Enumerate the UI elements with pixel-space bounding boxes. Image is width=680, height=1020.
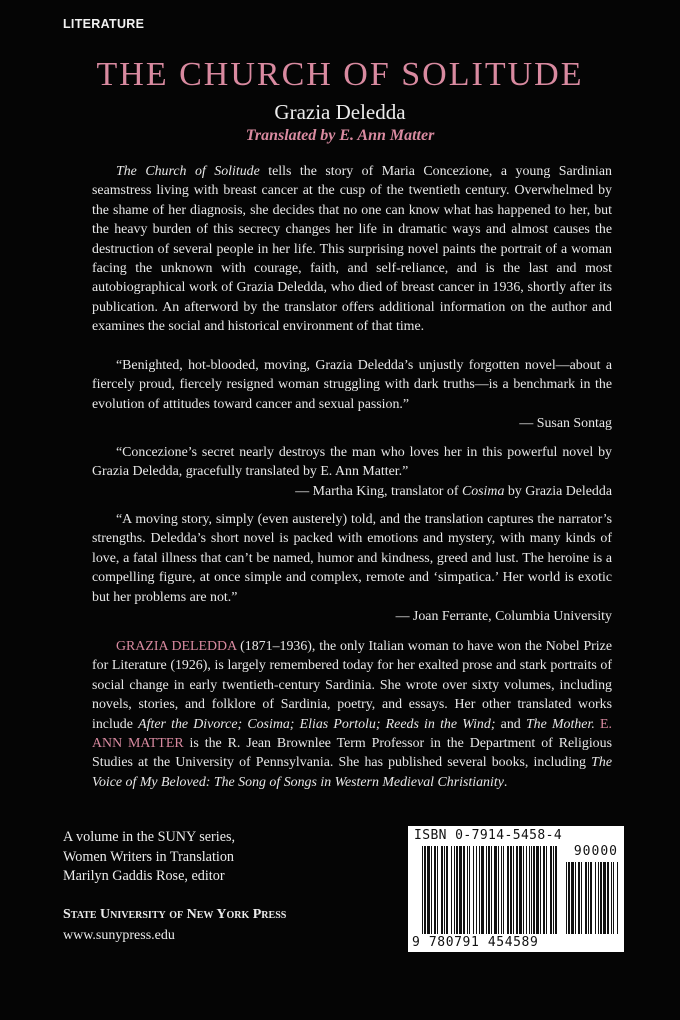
barcode-stripe [454, 846, 455, 934]
barcode-stripe [600, 862, 602, 934]
quote-king [92, 443, 612, 501]
barcode-stripe [531, 846, 532, 934]
barcode-stripe [529, 846, 530, 934]
barcode-stripe [444, 846, 445, 934]
barcode-stripe [595, 862, 596, 934]
barcode-stripe [611, 862, 612, 934]
barcode-stripe [513, 846, 514, 934]
barcode-stripe [555, 846, 557, 934]
barcode-stripe [481, 846, 484, 934]
quote-text: “Benighted, hot-blooded, moving, Grazia Deledda’s unjustly forgotten novel—about a fiercely proud, fiercely resigned woman struggling with dark truths—is a benchmark in the evolution of attitudes toward cancer and sexual passion.” [92, 358, 612, 412]
barcode-stripe [607, 862, 609, 934]
publisher-website: www.sunypress.edu [63, 928, 175, 943]
barcode-stripe [598, 862, 599, 934]
author-bio: GRAZIA DELEDDA (1871–1936), the only Italian woman to have won the Nobel Prize for Literature (1926), is largely remembered today for her exalted prose and stark portraits of social change in early twentieth-century Sardinia. She wrote over sixty volumes, including novels, stories, and folklore of Sardinia, poetry, and essays. Her other translated works include After the Divorce; Cosima; Elias Portolu; Reeds in the Wind; and The Mother. E. ANN MATTER is the R. Jean Brownlee Term Professor in the Department of Religious Studies at the University of Pennsylvania. She has published several books, including The Voice of My Beloved: The Song of Songs in Western Medieval Christianity. [92, 639, 612, 790]
barcode-stripe [479, 846, 480, 934]
barcode-stripe [540, 846, 541, 934]
translator-credit: Translated by E. Ann Matter [245, 127, 435, 144]
barcode-stripe [516, 846, 518, 934]
barcode-stripe [590, 862, 592, 934]
barcode-stripe [451, 846, 452, 934]
quote-ferrante [92, 510, 612, 626]
barcode-stripe [473, 846, 474, 934]
barcode-stripe [546, 846, 547, 934]
bio-name-matter: E. ANN MATTER [92, 716, 612, 752]
barcode-stripe [486, 846, 487, 934]
barcode-stripe [510, 846, 512, 934]
barcode-stripe [566, 862, 567, 934]
isbn-barcode [408, 826, 624, 952]
barcode-stripe [578, 862, 580, 934]
barcode-stripe [526, 846, 527, 934]
price-code: 90000 [573, 844, 618, 859]
barcode-stripe [427, 846, 430, 934]
barcode-stripe [536, 846, 539, 934]
barcode-stripe [437, 846, 438, 934]
barcode-stripe [488, 846, 490, 934]
barcode-stripe [503, 846, 504, 934]
series-info: A volume in the SUNY series, Women Writers in Translation Marilyn Gaddis Rose, editor [63, 829, 236, 884]
barcode-stripe [571, 862, 574, 934]
barcode-stripe [533, 846, 535, 934]
barcode-stripe [422, 846, 423, 934]
quote-text: “A moving story, simply (even austerely) told, and the translation captures the narrator’s strengths. Deledda’s short novel is packed with emotions and mystery, with many kinds of love, a fatal illness that can’t be named, humor and kindness, greed and lust. The heroine is a compelling figure, at once simple and complex, remote and ‘simpatica.’ Her world is exotic but her problems are not.” [92, 512, 612, 605]
author-name: Grazia Deledda [274, 100, 406, 124]
description-paragraph [92, 162, 612, 337]
barcode-stripe [568, 862, 570, 934]
barcode-stripe [469, 846, 470, 934]
quote-sontag [92, 356, 612, 434]
barcode-stripe [476, 846, 477, 934]
barcode-stripe [523, 846, 524, 934]
barcode-stripe [553, 846, 554, 934]
barcode-stripe [434, 846, 436, 934]
barcode-stripe [617, 862, 618, 934]
description-text: tells the story of Maria Concezione, a young Sardinian seamstress living with breast cancer at the cusp of the twentieth century. Overwhelmed by the shame of her diagnosis, she decides that no one can know what has happened to her, but the heavy burden of this secrecy changes her life in dramatic ways and almost causes the destruction of several people in her life. This surprising novel paints the portrait of a woman facing the unknown with courage, faith, and self-reliance, and is the last and most autobiographical work of Grazia Deledda, who died of breast cancer in 1936, shortly after its publication. An afterword by the translator offers additional information on the author and examines the social and historical environment of that time. [92, 164, 612, 335]
category-label: LITERATURE [63, 17, 145, 31]
ean-digits: 9 780791 454589 [412, 935, 539, 950]
barcode-stripe [501, 846, 502, 934]
barcode-stripe [498, 846, 499, 934]
description-book-title: The Church of Solitude [116, 164, 260, 179]
barcode-stripe [581, 862, 582, 934]
barcode-stripe [491, 846, 492, 934]
quote-attribution: — Martha King, translator of Cosima by Grazia Deledda [295, 483, 612, 499]
barcode-stripe [456, 846, 458, 934]
barcode-stripe [585, 862, 587, 934]
book-title: THE CHURCH OF SOLITUDE [96, 56, 584, 93]
barcode-stripe [431, 846, 432, 934]
quote-attribution: — Joan Ferrante, Columbia University [395, 609, 612, 625]
barcode-stripe [424, 846, 426, 934]
quote-attribution: — Susan Sontag [519, 416, 612, 432]
barcode-stripe [575, 862, 576, 934]
barcode-bars [408, 826, 624, 952]
publisher-name: State University of New York Press [63, 907, 287, 922]
barcode-stripe [446, 846, 448, 934]
quote-text: “Concezione’s secret nearly destroys the man who loves her in this powerful novel by Grazia Deledda, gracefully translated by E. Ann Matter.” [92, 445, 612, 480]
barcode-stripe [507, 846, 509, 934]
barcode-stripe [463, 846, 465, 934]
barcode-stripe [467, 846, 468, 934]
barcode-stripe [550, 846, 552, 934]
barcode-stripe [459, 846, 462, 934]
bio-name-deledda: GRAZIA DELEDDA [116, 639, 237, 654]
barcode-stripe [519, 846, 522, 934]
barcode-stripe [441, 846, 443, 934]
barcode-stripe [603, 862, 606, 934]
barcode-stripe [613, 862, 614, 934]
barcode-stripe [588, 862, 589, 934]
isbn-number: ISBN 0-7914-5458-4 [414, 828, 563, 843]
barcode-stripe [543, 846, 545, 934]
barcode-stripe [494, 846, 497, 934]
